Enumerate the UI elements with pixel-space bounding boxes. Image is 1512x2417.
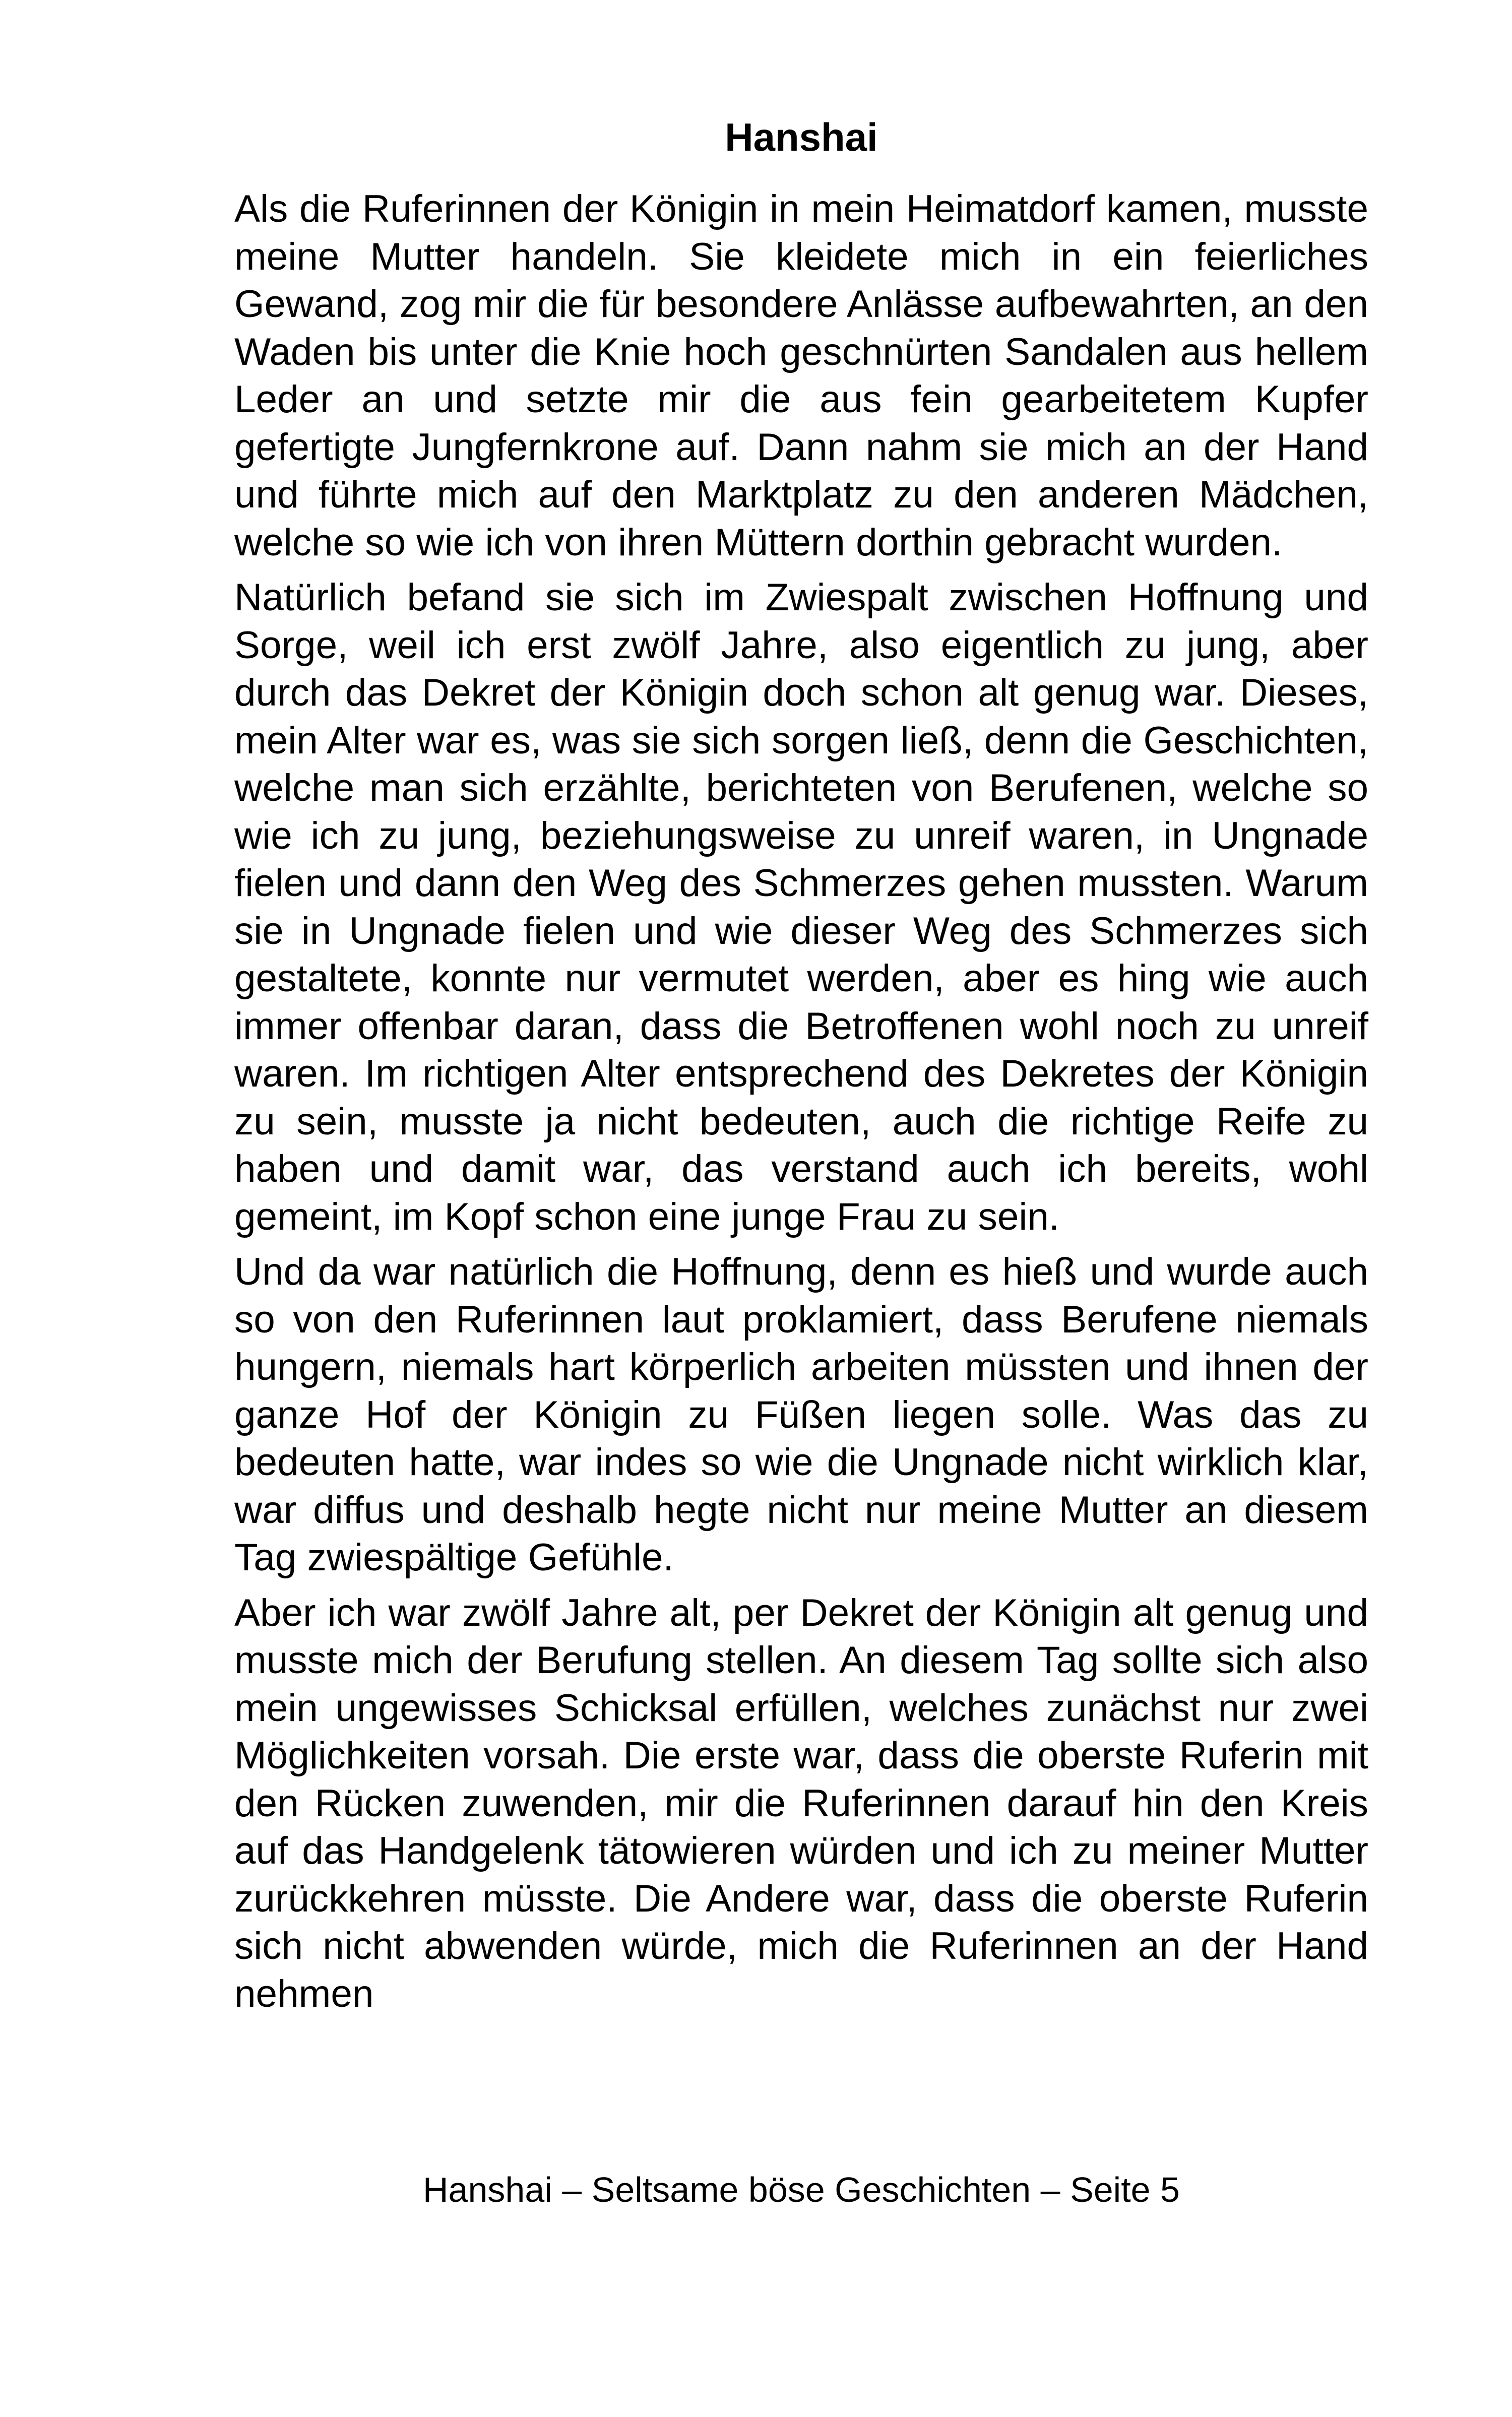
page-footer: Hanshai – Seltsame böse Geschichten – Seite 5 bbox=[423, 2170, 1180, 2209]
paragraph-3: Und da war natürlich die Hoffnung, denn es hieß und wurde auch so von den Ruferinnen laut proklamiert, dass Berufene niemals hungern, niemals hart körperlich arbeiten müssten und ihnen der ganze Hof der Königin zu Füßen liegen solle. Was das zu bedeuten hatte, war indes so wie die Ungnade nicht wirklich klar, war diffus und deshalb hegte nicht nur meine Mutter an diesem Tag zwiespältige Gefühle. bbox=[234, 1250, 1368, 1579]
body-text bbox=[234, 185, 1368, 2025]
paragraph-2: Natürlich befand sie sich im Zwiespalt zwischen Hoffnung und Sorge, weil ich erst zwölf Jahre, also eigentlich zu jung, aber durch das Dekret der Königin doch schon alt genug war. Dieses, mein Alter war es, was sie sich sorgen ließ, denn die Geschichten, welche man sich erzählte, berichteten von Berufenen, welche so wie ich zu jung, beziehungsweise zu unreif waren, in Ungnade fielen und dann den Weg des Schmerzes gehen mussten. Warum sie in Ungnade fielen und wie dieser Weg des Schmerzes sich gestaltete, konnte nur vermutet werden, aber es hing wie auch immer offenbar daran, dass die Betroffenen wohl noch zu unreif waren. Im richtigen Alter entsprechend des Dekretes der Königin zu sein, musste ja nicht bedeuten, auch die richtige Reife zu haben und damit war, das verstand auch ich bereits, wohl gemeint, im Kopf schon eine junge Frau zu sein. bbox=[234, 576, 1368, 1238]
chapter-title: Hanshai bbox=[725, 115, 878, 159]
paragraph-1: Als die Ruferinnen der Königin in mein Heimatdorf kamen, musste meine Mutter handeln. Sie kleidete mich in ein feierliches Gewand, zog mir die für besondere Anlässe aufbewahrten, an den Waden bis unter die Knie hoch geschnürten Sandalen aus hellem Leder an und setzte mir die aus fein gearbeitetem Kupfer gefertigte Jungfernkrone auf. Dann nahm sie mich an der Hand und führte mich auf den Marktplatz zu den anderen Mädchen, welche so wie ich von ihren Müttern dorthin gebracht wurden. bbox=[234, 187, 1368, 564]
paragraph-4: Aber ich war zwölf Jahre alt, per Dekret der Königin alt genug und musste mich der Berufung stellen. An diesem Tag sollte sich also mein ungewisses Schicksal erfüllen, welches zunächst nur zwei Möglichkeiten vorsah. Die erste war, dass die oberste Ruferin mit den Rücken zuwenden, mir die Ruferinnen darauf hin den Kreis auf das Handgelenk tätowieren würden und ich zu meiner Mutter zurückkehren müsste. Die Andere war, dass die oberste Ruferin sich nicht abwenden würde, mich die Ruferinnen an der Hand nehmen bbox=[234, 1591, 1368, 2015]
